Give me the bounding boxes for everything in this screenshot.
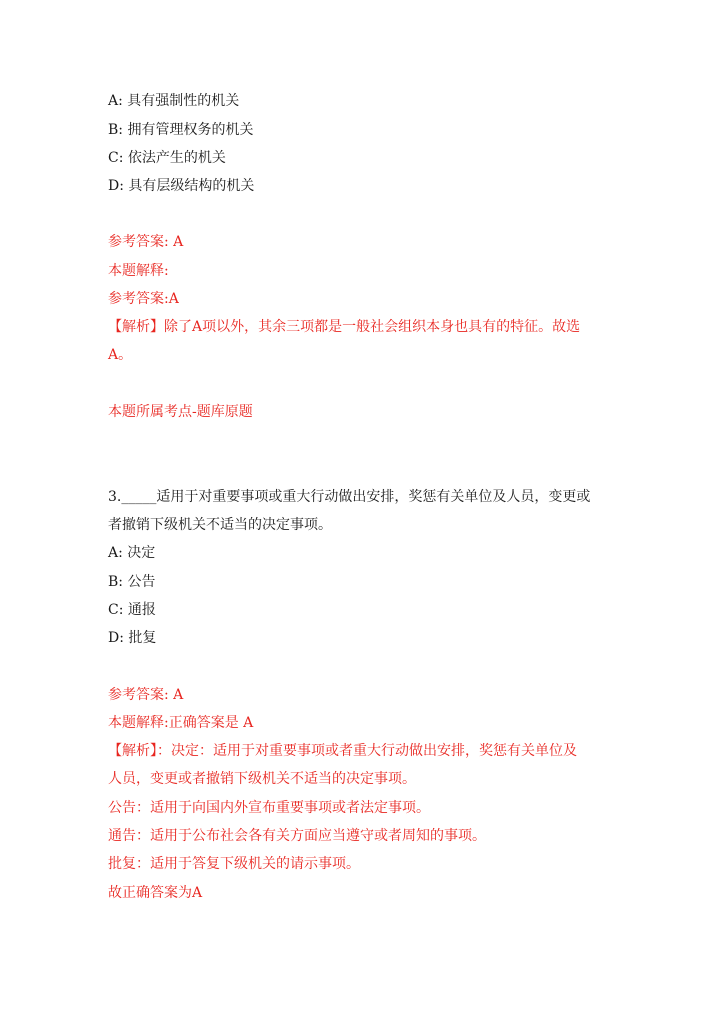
q2-explain-label: 本题解释: [108, 263, 169, 279]
q3-option-c: C: 通报 [108, 602, 156, 618]
q2-option-c: C: 依法产生的机关 [108, 150, 226, 166]
q2-answer: 参考答案: A [108, 234, 184, 250]
q2-option-b: B: 拥有管理权务的机关 [108, 122, 254, 138]
q3-option-d: D: 批复 [108, 630, 157, 646]
q3-conclusion: 故正确答案为A [108, 885, 203, 901]
q2-analysis-line1: 【解析】除了A项以外，其余三项都是一般社会组织本身也具有的特征。故选 [108, 319, 581, 335]
q3-answer: 参考答案: A [108, 687, 184, 703]
q3-analysis-line1: 【解析】：决定：适用于对重要事项或者重大行动做出安排，奖惩有关单位及 [108, 743, 577, 759]
q3-analysis-line3: 公告：适用于向国内外宣布重要事项或者法定事项。 [108, 800, 430, 816]
q3-analysis-line5: 批复：适用于答复下级机关的请示事项。 [108, 856, 360, 872]
q3-question-line1: 3._____适用于对重要事项或重大行动做出安排，奖惩有关单位及人员，变更或 [108, 489, 591, 505]
q3-analysis-line2: 人员，变更或者撤销下级机关不适当的决定事项。 [108, 771, 416, 787]
q3-option-b: B: 公告 [108, 574, 156, 590]
q2-option-d: D: 具有层级结构的机关 [108, 178, 255, 194]
q3-analysis-line4: 通告：适用于公布社会各有关方面应当遵守或者周知的事项。 [108, 828, 486, 844]
q2-analysis-line2: A。 [108, 347, 133, 363]
q3-option-a: A: 决定 [108, 545, 156, 561]
q2-answer-repeat: 参考答案:A [108, 291, 179, 307]
q2-option-a: A: 具有强制性的机关 [108, 93, 240, 109]
q3-explain: 本题解释:正确答案是 A [108, 715, 254, 731]
q2-source: 本题所属考点-题库原题 [108, 404, 253, 420]
q3-question-line2: 者撤销下级机关不适当的决定事项。 [108, 517, 332, 533]
